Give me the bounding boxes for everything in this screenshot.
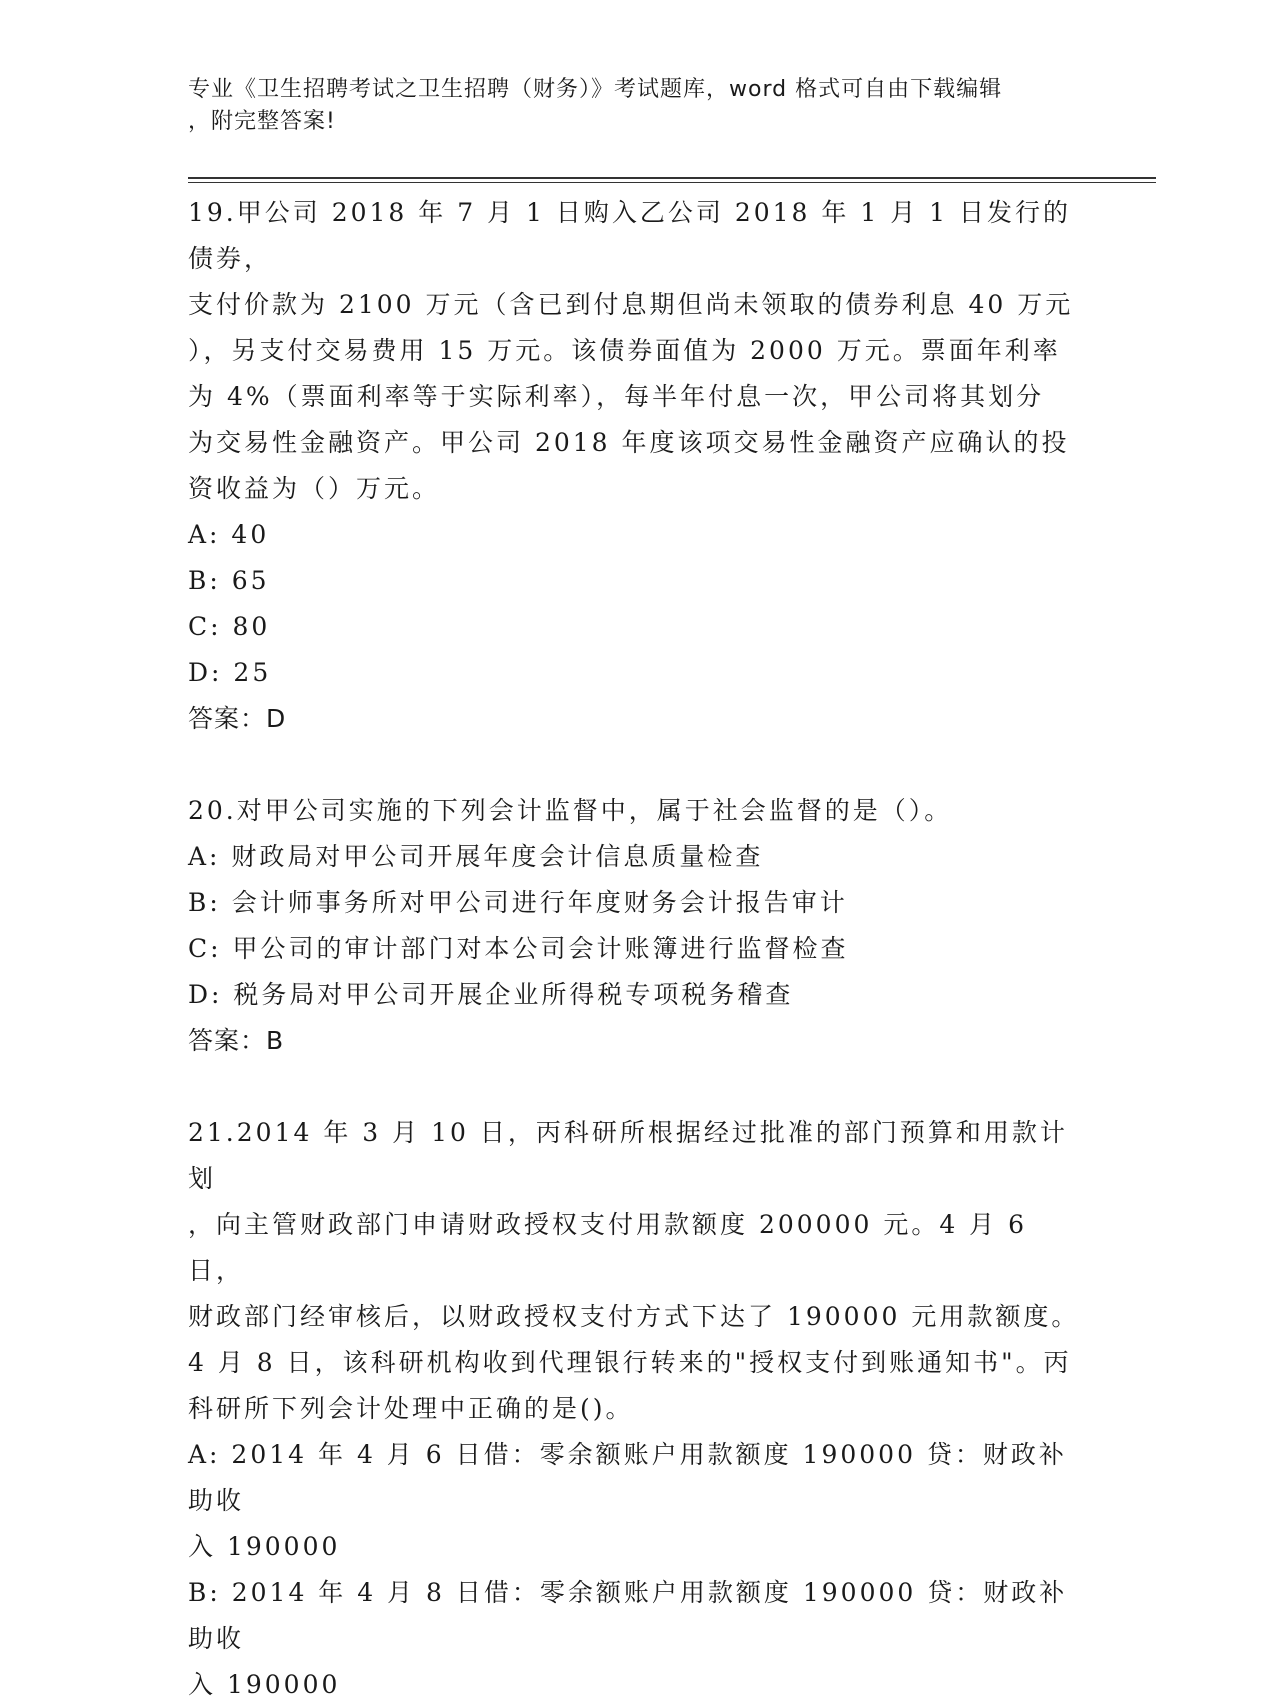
- option-b: B: 会计师事务所对甲公司进行年度财务会计报告审计: [188, 888, 848, 917]
- question-text-line: 4 月 8 日，该科研机构收到代理银行转来的"授权支付到账通知书"。丙: [188, 1348, 1072, 1377]
- option-a-continued: 入 190000: [188, 1532, 341, 1561]
- question-text-line: 支付价款为 2100 万元（含已到付息期但尚未领取的债券利息 40 万元: [188, 290, 1074, 319]
- option-d: D: 税务局对甲公司开展企业所得税专项税务稽查: [188, 980, 794, 1009]
- option-c: C: 80: [188, 612, 271, 641]
- answer: 答案：B: [188, 1026, 285, 1055]
- question-text-line: 资收益为（）万元。: [188, 474, 441, 503]
- option-a: A: 财政局对甲公司开展年度会计信息质量检查: [188, 842, 764, 871]
- question-text-line: 20.对甲公司实施的下列会计监督中，属于社会监督的是（）。: [188, 796, 953, 825]
- question-list: [188, 190, 1088, 1708]
- question-text-line: ），另支付交易费用 15 万元。该债券面值为 2000 万元。票面年利率: [188, 336, 1061, 365]
- header-divider: [188, 177, 1156, 183]
- question-text-line: 为交易性金融资产。甲公司 2018 年度该项交易性金融资产应确认的投: [188, 428, 1070, 457]
- question-text-line: 财政部门经审核后，以财政授权支付方式下达了 190000 元用款额度。: [188, 1302, 1080, 1331]
- question-spacer: [188, 1064, 1088, 1110]
- option-b-continued: 入 190000: [188, 1670, 341, 1699]
- header-line-2: ，附完整答案!: [188, 109, 336, 134]
- question-text-line: ，向主管财政部门申请财政授权支付用款额度 200000 元。4 月 6 日，: [188, 1210, 1028, 1285]
- answer: 答案：D: [188, 704, 287, 733]
- question-21: [188, 1110, 1088, 1708]
- option-a: A: 2014 年 4 月 6 日借：零余额账户用款额度 190000 贷：财政补助收: [188, 1440, 1067, 1515]
- page-header: [188, 74, 1068, 138]
- question-text-line: 为 4%（票面利率等于实际利率），每半年付息一次，甲公司将其划分: [188, 382, 1045, 411]
- option-b: B: 2014 年 4 月 8 日借：零余额账户用款额度 190000 贷：财政补助收: [188, 1578, 1068, 1653]
- question-text-line: 19.甲公司 2018 年 7 月 1 日购入乙公司 2018 年 1 月 1 日发行的债券，: [188, 198, 1071, 273]
- question-20: [188, 788, 1088, 1064]
- question-19: [188, 190, 1088, 742]
- question-text-line: 21.2014 年 3 月 10 日，丙科研所根据经过批准的部门预算和用款计划: [188, 1118, 1068, 1193]
- header-line-1: 专业《卫生招聘考试之卫生招聘（财务）》考试题库，word 格式可自由下载编辑: [188, 77, 1003, 102]
- question-spacer: [188, 742, 1088, 788]
- option-d: D: 25: [188, 658, 272, 687]
- question-text-line: 科研所下列会计处理中正确的是()。: [188, 1394, 634, 1423]
- option-a: A: 40: [188, 520, 270, 549]
- option-b: B: 65: [188, 566, 270, 595]
- option-c: C: 甲公司的审计部门对本公司会计账簿进行监督检查: [188, 934, 849, 963]
